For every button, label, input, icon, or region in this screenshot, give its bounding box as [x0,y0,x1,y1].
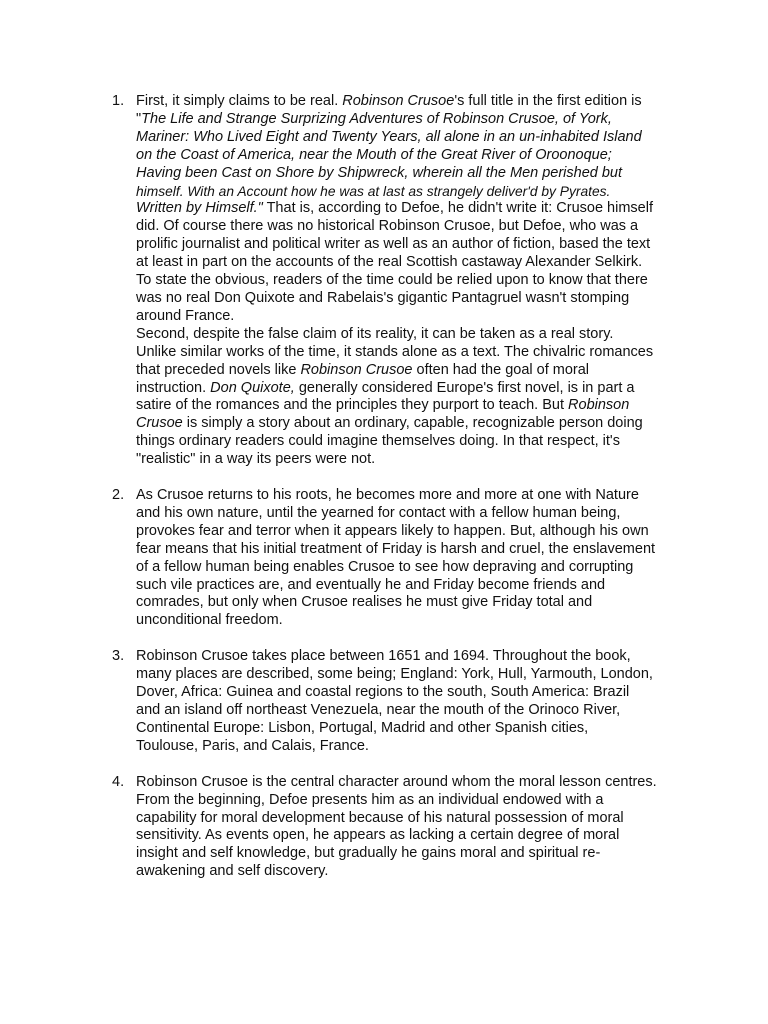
italic-text: The Life and Strange Surprizing Adventures of Robinson Crusoe, of York, [141,110,612,127]
text-run: Robinson Crusoe is the central character around whom the moral lesson centres. [136,773,657,790]
text-line [136,577,672,595]
text-line [136,415,672,433]
italic-text: himself. With an Account how he was at last as strangely deliver'd by Pyrates. [136,183,611,199]
text-run: As Crusoe returns to his roots, he becomes more and more at one with Nature [136,487,639,504]
text-run: Unlike similar works of the time, it stands alone as a text. The chivalric romances [136,343,654,360]
text-line [136,344,672,362]
text-run: awakening and self discovery. [136,863,329,880]
text-line [136,183,672,201]
paragraph [136,487,672,630]
text-run: around France. [136,307,235,324]
text-run: and his own nature, until the yearned for contact with a fellow human being, [136,504,621,521]
text-run: " [136,110,142,127]
text-run: satire of the romances and the principles they purport to teach. But [136,397,569,414]
text-run: things ordinary readers could imagine themselves doing. In that respect, it's [136,433,620,450]
text-run: many places are described, some being; England: York, Hull, Yarmouth, London, [136,666,653,683]
list-number: 2. [112,487,125,504]
text-line [136,93,672,111]
text-line [136,505,672,523]
italic-text: Mariner: Who Lived Eight and Twenty Years, all alone in an un-inhabited Island [136,128,642,145]
text-line [136,720,672,738]
text-line [136,845,672,863]
text-run: capability for moral development because of his natural possession of moral [136,809,624,826]
text-run: often had the goal of moral [412,361,590,378]
text-line [136,254,672,272]
text-run: fear means that his initial treatment of Friday is harsh and cruel, the enslavement [136,540,656,557]
italic-text: Robinson [568,397,630,414]
italic-text: Robinson Crusoe [342,93,455,109]
paragraph [136,326,672,469]
list-item-2 [112,487,672,630]
list-number: 1. [112,93,125,109]
italic-text: Written by Himself." [136,200,263,217]
text-run: instruction. [136,379,211,396]
text-line [136,218,672,236]
text-line [136,111,672,129]
text-line [136,541,672,559]
paragraph [136,93,672,326]
text-line [136,272,672,290]
italic-text: Robinson Crusoe [300,361,413,378]
text-run: comrades, but only when Crusoe realises he must give Friday total and [136,594,593,611]
text-line [136,774,672,792]
text-run: generally considered Europe's first novel, is in part a [294,379,635,396]
text-run: unconditional freedom. [136,612,283,629]
text-run: is simply a story about an ordinary, capable, recognizable person doing [182,415,643,432]
text-line [136,165,672,183]
text-line [136,594,672,612]
text-run: Robinson Crusoe takes place between 1651 and 1694. Throughout the book, [136,648,631,665]
text-line [136,290,672,308]
list-number: 4. [112,773,125,790]
paragraph [136,774,672,881]
text-line [136,200,672,218]
paragraph [136,648,672,755]
numbered-list [112,93,672,899]
text-run: and an island off northeast Venezuela, near the mouth of the Orinoco River, [136,702,621,718]
text-run: of a fellow human being enables Crusoe to see how depraving and corrupting [136,558,634,575]
text-line [136,666,672,684]
italic-text: Don Quixote, [210,379,295,396]
text-run: That is, according to Defoe, he didn't write it: Crusoe himself [262,200,653,217]
text-line [136,863,672,881]
text-line [136,147,672,165]
text-line [136,559,672,577]
text-line [136,684,672,702]
text-run: 's full title in the first edition is [454,93,642,109]
list-item-4 [112,774,672,881]
text-line [136,702,672,720]
text-line [136,308,672,326]
text-line [136,792,672,810]
text-run: From the beginning, Defoe presents him as an individual endowed with a [136,791,604,808]
text-run: First, it simply claims to be real. [136,93,343,109]
text-line [136,523,672,541]
text-line [136,451,672,469]
italic-text: Having been Cast on Shore by Shipwreck, wherein all the Men perished but [136,164,623,181]
text-run: provokes fear and terror when it appears likely to happen. But, although his own [136,522,649,539]
text-run: did. Of course there was no historical Robinson Crusoe, but Defoe, who was a [136,218,639,235]
text-line [136,648,672,666]
text-run: Second, despite the false claim of its reality, it can be taken as a real story. [136,325,614,342]
text-line [136,236,672,254]
text-line [136,738,672,756]
text-run: was no real Don Quixote and Rabelais's gigantic Pantagruel wasn't stomping [136,289,630,306]
text-line [136,326,672,344]
text-line [136,362,672,380]
text-line [136,397,672,415]
text-line [136,380,672,398]
text-run: that preceded novels like [136,361,301,378]
text-line [136,810,672,828]
list-item-1 [112,93,672,469]
text-run: Continental Europe: Lisbon, Portugal, Madrid and other Spanish cities, [136,719,589,736]
italic-text: Crusoe [136,415,183,432]
text-line [136,827,672,845]
text-run: Toulouse, Paris, and Calais, France. [136,737,369,754]
text-run: To state the obvious, readers of the time could be relied upon to know that there [136,272,648,289]
list-number: 3. [112,648,125,665]
text-line [136,129,672,147]
text-run: at least in part on the accounts of the real Scottish castaway Alexander Selkirk. [136,254,643,271]
text-run: sensitivity. As events open, he appears as lacking a certain degree of moral [136,827,620,844]
italic-text: on the Coast of America, near the Mouth of the Great River of Oroonoque; [136,146,612,163]
list-item-3 [112,648,672,755]
text-line [136,487,672,505]
text-run: insight and self knowledge, but gradually he gains moral and spiritual re- [136,845,601,862]
text-run: Dover, Africa: Guinea and coastal regions to the south, South America: Brazil [136,684,630,701]
text-run: prolific journalist and political writer as well as an author of fiction, based the text [136,236,651,253]
text-run: "realistic" in a way its peers were not. [136,451,376,468]
text-line [136,433,672,451]
text-line [136,612,672,630]
text-run: such vile practices are, and eventually he and Friday become friends and [136,576,606,593]
